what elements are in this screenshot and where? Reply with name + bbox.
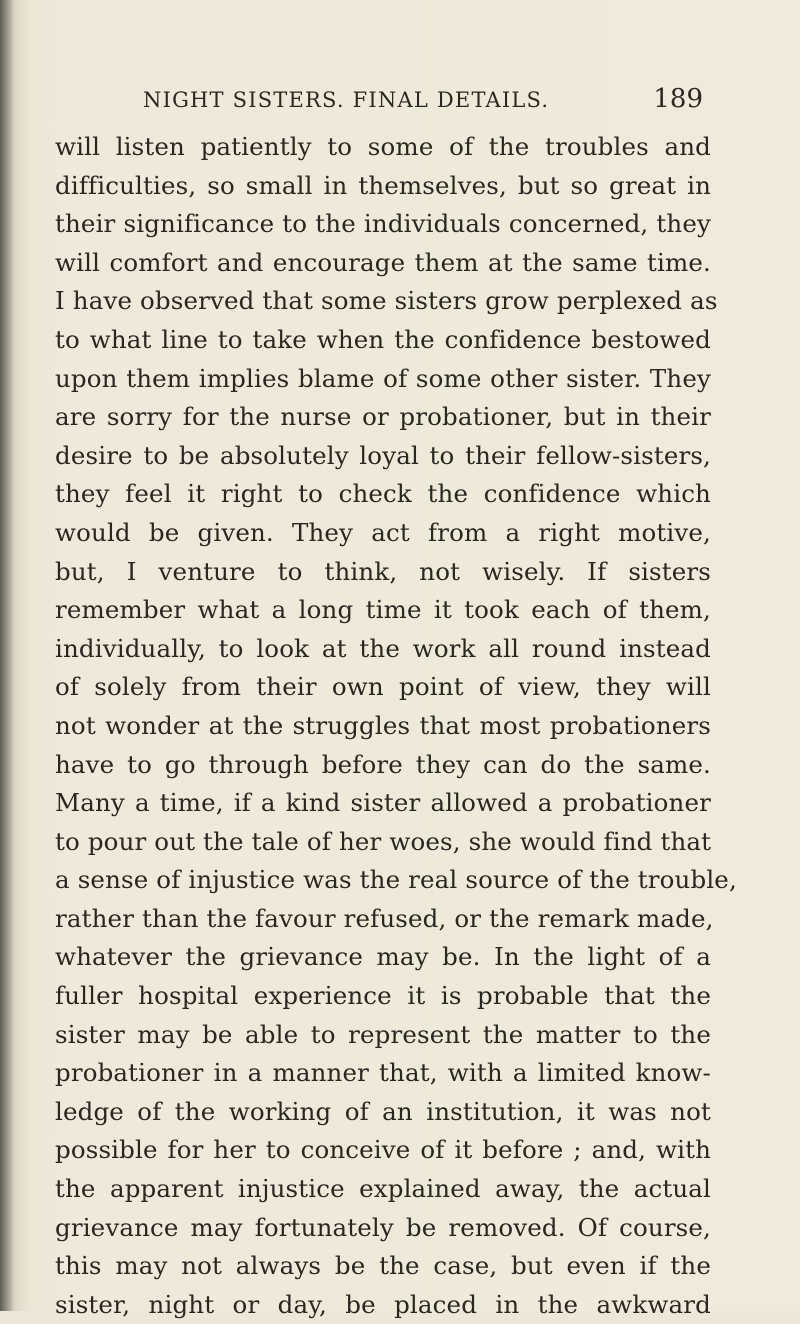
text-line: grievance may fortunately be removed. Of course, xyxy=(55,1212,711,1242)
page-number: 189 xyxy=(653,84,703,114)
text-line: sister, night or day, be placed in the awkward xyxy=(55,1289,711,1319)
text-line: upon them implies blame of some other sister. They xyxy=(55,363,711,393)
text-line: of solely from their own point of view, they will xyxy=(55,672,711,702)
text-line: to what line to take when the confidence bestowed xyxy=(55,324,711,354)
text-line: possible for her to conceive of it before ; and, with xyxy=(55,1135,711,1165)
text-line: this may not always be the case, but even if the xyxy=(55,1251,711,1281)
text-line: desire to be absolutely loyal to their fellow-sisters, xyxy=(55,440,711,470)
text-line: would be given. They act from a right motive, xyxy=(55,517,711,547)
text-line: Many a time, if a kind sister allowed a probationer xyxy=(55,788,711,818)
text-line: ledge of the working of an institution, it was not xyxy=(55,1096,711,1126)
running-head-title: NIGHT SISTERS. FINAL DETAILS. xyxy=(143,88,550,112)
text-line: have to go through before they can do the same. xyxy=(55,749,711,779)
text-line: probationer in a manner that, with a limited know- xyxy=(55,1058,711,1088)
body-text xyxy=(55,128,737,1324)
text-line: rather than the favour refused, or the remark made, xyxy=(55,903,714,933)
text-line: to pour out the tale of her woes, she would find that xyxy=(55,826,712,856)
text-line: individually, to look at the work all round instead xyxy=(55,633,711,663)
text-line: difficulties, so small in themselves, but so great in xyxy=(55,170,711,200)
text-line: whatever the grievance may be. In the light of a xyxy=(55,942,711,972)
text-line: remember what a long time it took each of them, xyxy=(55,595,711,625)
running-head xyxy=(143,84,703,128)
text-line: they feel it right to check the confidence which xyxy=(55,479,711,509)
text-line: their significance to the individuals concerned, they xyxy=(55,209,711,239)
text-line: are sorry for the nurse or probationer, but in their xyxy=(55,402,711,432)
text-line: will listen patiently to some of the troubles and xyxy=(55,132,711,161)
text-line: but, I venture to think, not wisely. If sisters xyxy=(55,556,711,586)
text-line: fuller hospital experience it is probable that the xyxy=(55,981,711,1011)
text-line: a sense of injustice was the real source of the trouble, xyxy=(55,865,737,895)
text-line: not wonder at the struggles that most probationers xyxy=(55,710,711,740)
text-line: will comfort and encourage them at the same time. xyxy=(55,247,711,277)
spine-shadow xyxy=(0,0,14,1311)
text-line: I have observed that some sisters grow perplexed as xyxy=(55,286,718,316)
text-line: sister may be able to represent the matter to the xyxy=(55,1019,711,1049)
text-line: the apparent injustice explained away, the actual xyxy=(55,1174,711,1204)
